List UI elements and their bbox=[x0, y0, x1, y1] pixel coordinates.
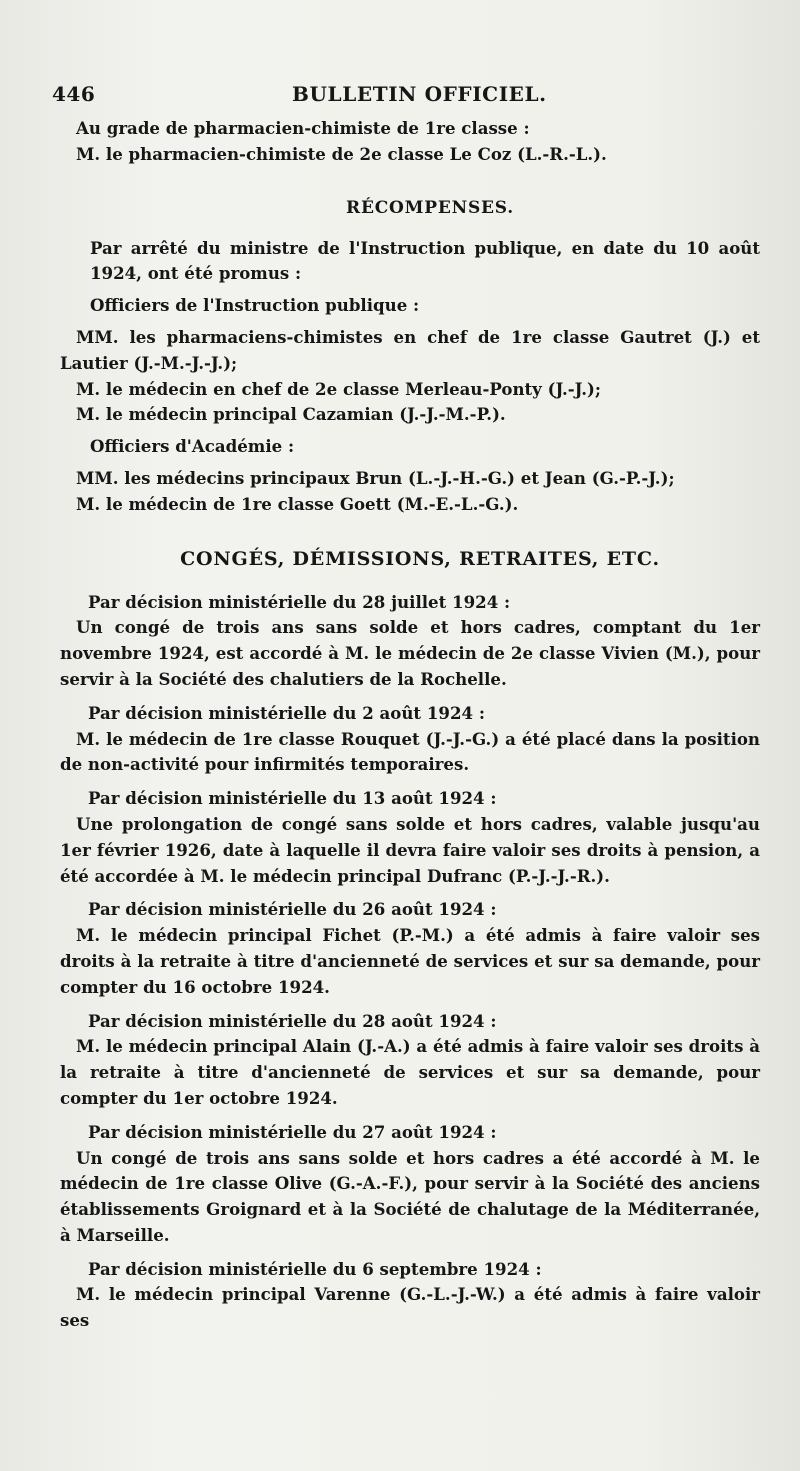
section-heading-recompenses: RÉCOMPENSES. bbox=[346, 197, 514, 218]
decision-text: Une prolongation de congé sans solde et hors cadres, valable jusqu'au 1er février 1926, date à laquelle il devra faire valoir ses droits à pension, a été accordée à M. le médecin principal Dufranc (P.-J.-J.-R.). bbox=[60, 813, 760, 886]
decision-text: Un congé de trois ans sans solde et hors cadres, comptant du 1er novembre 1924, est accordé à M. le médecin de 2e classe Vivien (M.), pour servir à la Société des chalutiers de la Rochelle. bbox=[60, 617, 760, 689]
intro-line-2: M. le pharmacien-chimiste de 2e classe Le Coz (L.-R.-L.). bbox=[76, 143, 607, 164]
decision-heading: Par décision ministérielle du 2 août 1924 : bbox=[88, 702, 485, 723]
subheading-officiers-instruction: Officiers de l'Instruction publique : bbox=[90, 295, 420, 316]
decision-heading: Par décision ministérielle du 27 août 1924 : bbox=[88, 1121, 497, 1142]
section-heading-conges: CONGÉS, DÉMISSIONS, RETRAITES, ETC. bbox=[180, 547, 660, 570]
recompenses-intro: Par arrêté du ministre de l'Instruction publique, en date du 10 août 1924, ont été promus : bbox=[90, 237, 760, 284]
subheading-officiers-academie: Officiers d'Académie : bbox=[90, 436, 295, 457]
intro-line-1: Au grade de pharmacien-chimiste de 1re classe : bbox=[76, 118, 530, 138]
decision-heading: Par décision ministérielle du 6 septembre 1924 : bbox=[88, 1258, 542, 1279]
promotion-item: MM. les médecins principaux Brun (L.-J.-H.-G.) et Jean (G.-P.-J.); bbox=[76, 467, 675, 488]
promotion-item: MM. les pharmaciens-chimistes en chef de 1re classe Gautret (J.) et Lautier (J.-M.-J.-J.); bbox=[60, 326, 760, 373]
decision-heading: Par décision ministérielle du 26 août 1924 : bbox=[88, 899, 497, 920]
page-header bbox=[52, 82, 760, 116]
promotion-item: M. le médecin principal Cazamian (J.-J.-M.-P.). bbox=[76, 404, 506, 425]
decision-text: Un congé de trois ans sans solde et hors cadres a été accordé à M. le médecin de 1re classe Olive (G.-A.-F.), pour servir à la Société des anciens établissements Groignard et à la Société de chalutage de la Méditerranée, à Marseille. bbox=[60, 1147, 760, 1245]
promotion-item: M. le médecin de 1re classe Goett (M.-E.-L.-G.). bbox=[76, 493, 519, 514]
decision-text: M. le médecin principal Fichet (P.-M.) a été admis à faire valoir ses droits à la retraite à titre d'ancienneté de services et sur sa demande, pour compter du 16 octobre 1924. bbox=[60, 925, 760, 997]
decision-heading: Par décision ministérielle du 28 août 1924 : bbox=[88, 1010, 497, 1031]
decision-text: M. le médecin principal Alain (J.-A.) a été admis à faire valoir ses droits à la retraite à titre d'ancienneté de services et sur sa demande, pour compter du 1er octobre 1924. bbox=[60, 1036, 760, 1108]
page-number: 446 bbox=[52, 82, 96, 106]
running-title: BULLETIN OFFICIEL. bbox=[292, 82, 547, 106]
decision-text: M. le médecin de 1re classe Rouquet (J.-J.-G.) a été placé dans la position de non-activité pour infirmités temporaires. bbox=[60, 728, 760, 775]
decision-heading: Par décision ministérielle du 28 juillet 1924 : bbox=[88, 591, 511, 612]
decision-heading: Par décision ministérielle du 13 août 1924 : bbox=[88, 788, 497, 809]
decision-text: M. le médecin principal Varenne (G.-L.-J.-W.) a été admis à faire valoir ses bbox=[60, 1284, 760, 1331]
promotion-item: M. le médecin en chef de 2e classe Merleau-Ponty (J.-J.); bbox=[76, 378, 601, 399]
